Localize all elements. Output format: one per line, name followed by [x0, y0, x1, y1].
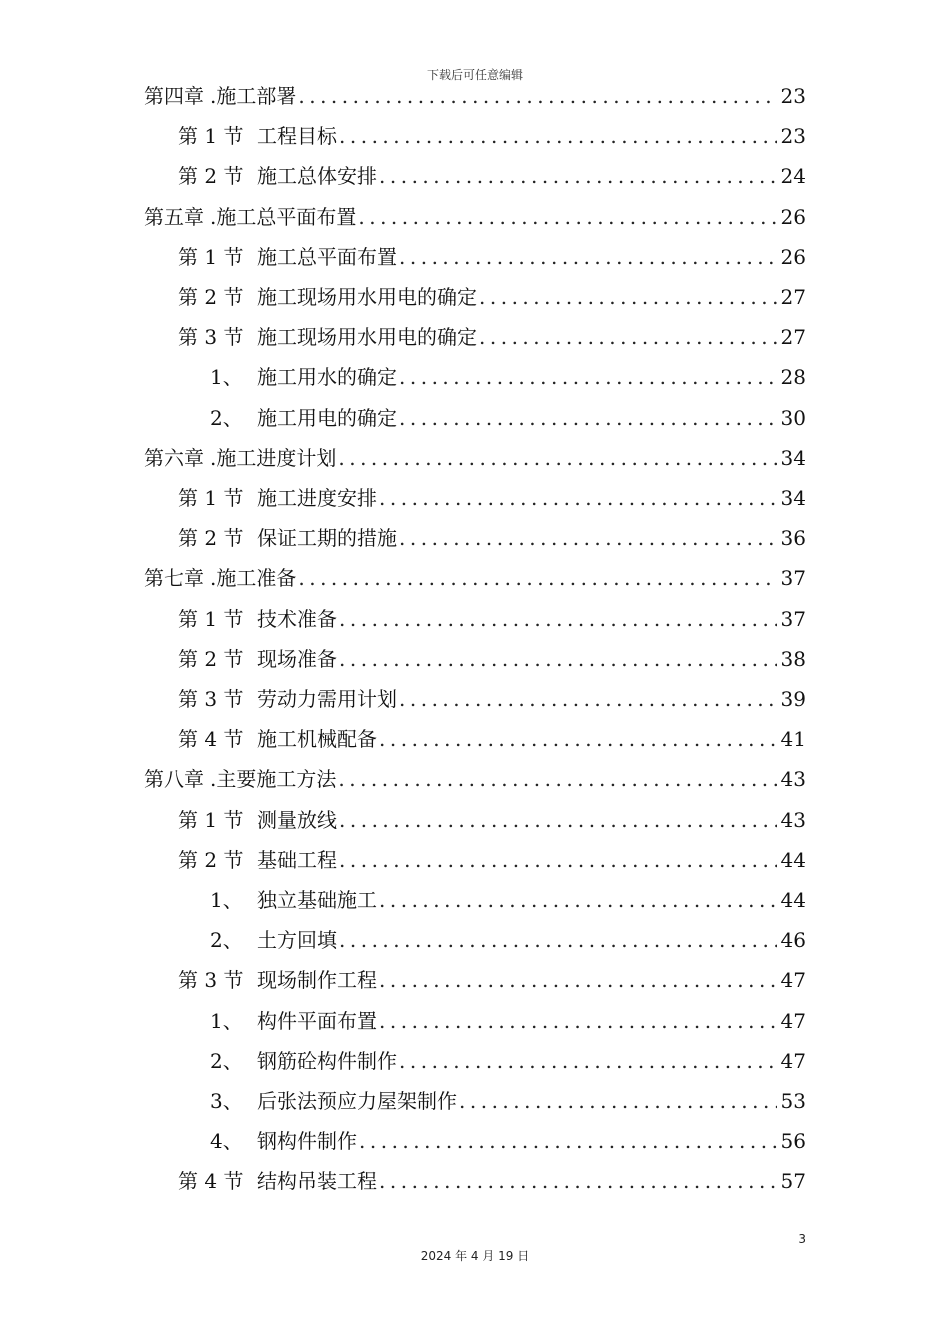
toc-dot-leader — [339, 599, 777, 639]
toc-entry[interactable] — [210, 1001, 806, 1041]
toc-entry[interactable] — [178, 639, 806, 679]
toc-entry-title: 施工用电的确定 — [257, 405, 397, 430]
toc-entry[interactable] — [210, 1121, 806, 1161]
toc-entry-number: 第四章 — [144, 84, 204, 108]
toc-entry-number: 第 1 节 — [178, 124, 244, 149]
toc-entry-number: 2、 — [210, 928, 243, 953]
toc-entry-page: 57 — [780, 1169, 806, 1194]
toc-dot-leader — [338, 438, 776, 478]
toc-entry-number: 第 1 节 — [178, 244, 244, 269]
toc-dot-leader — [399, 398, 777, 438]
toc-entry-number: 1、 — [210, 1008, 243, 1033]
toc-entry-page: 23 — [780, 124, 806, 149]
toc-entry-page: 41 — [780, 727, 806, 752]
toc-entry-number: 4、 — [210, 1129, 243, 1154]
toc-entry[interactable] — [210, 398, 806, 438]
toc-entry-number: 第 1 节 — [178, 606, 244, 631]
toc-entry-page: 26 — [780, 244, 806, 269]
header-note: 下载后可任意编辑 — [426, 68, 523, 82]
toc-entry[interactable] — [178, 237, 806, 277]
toc-entry-number: 第 3 节 — [178, 968, 244, 993]
toc-entry-title: 施工现场用水用电的确定 — [257, 325, 477, 350]
toc-entry-page: 28 — [780, 365, 806, 390]
toc-dot-leader — [399, 237, 777, 277]
toc-entry-number: 第五章 — [144, 204, 204, 229]
footer-date: 2024 年 4 月 19 日 — [420, 1249, 530, 1263]
toc-entry[interactable] — [178, 960, 806, 1000]
toc-entry-title: 土方回填 — [257, 928, 337, 953]
toc-entry-number: 第 4 节 — [178, 727, 244, 752]
toc-entry-title: 技术准备 — [257, 606, 337, 631]
toc-entry-number: 第 2 节 — [178, 847, 244, 872]
toc-entry-title: .施工准备 — [210, 566, 297, 591]
toc-entry-title: 结构吊装工程 — [257, 1169, 377, 1194]
toc-entry[interactable] — [144, 438, 806, 478]
toc-dot-leader — [339, 800, 777, 840]
toc-entry-title: 钢构件制作 — [257, 1129, 357, 1154]
toc-dot-leader — [298, 558, 776, 598]
toc-entry-title: 现场制作工程 — [257, 968, 377, 993]
toc-entry-title: 基础工程 — [257, 847, 337, 872]
toc-entry[interactable] — [178, 156, 806, 196]
toc-entry-number: 2、 — [210, 1048, 243, 1073]
toc-entry-number: 第 1 节 — [178, 807, 244, 832]
toc-entry-page: 36 — [780, 526, 806, 551]
toc-entry-page: 26 — [780, 204, 806, 229]
toc-entry-title: 劳动力需用计划 — [257, 687, 397, 711]
toc-entry-title: 施工机械配备 — [257, 727, 377, 752]
toc-entry-page: 39 — [780, 687, 806, 711]
toc-dot-leader — [379, 880, 777, 920]
toc-entry-number: 第八章 — [144, 767, 204, 792]
toc-entry-page: 38 — [780, 646, 806, 671]
toc-entry-number: 第 2 节 — [178, 285, 244, 309]
toc-entry[interactable] — [210, 1081, 806, 1121]
toc-entry[interactable] — [144, 76, 806, 116]
toc-entry-number: 第 3 节 — [178, 687, 244, 711]
toc-entry-page: 44 — [780, 888, 806, 912]
toc-entry[interactable] — [178, 719, 806, 759]
toc-entry-number: 第 3 节 — [178, 325, 244, 350]
toc-dot-leader — [339, 920, 777, 960]
toc-entry-title: 施工用水的确定 — [257, 365, 397, 390]
toc-dot-leader — [479, 277, 777, 317]
toc-entry-number: 2、 — [210, 405, 243, 430]
toc-entry-page: 46 — [780, 928, 806, 953]
toc-entry[interactable] — [178, 116, 806, 156]
toc-entry-title: 施工现场用水用电的确定 — [257, 285, 477, 309]
toc-dot-leader — [379, 156, 777, 196]
toc-dot-leader — [359, 1121, 777, 1161]
toc-entry[interactable] — [178, 599, 806, 639]
toc-entry-title: .施工总平面布置 — [210, 204, 357, 229]
toc-entry[interactable] — [178, 277, 806, 317]
toc-entry-page: 43 — [780, 767, 806, 792]
toc-entry[interactable] — [144, 197, 806, 237]
toc-entry-page: 43 — [780, 807, 806, 832]
toc-entry-title: 钢筋砼构件制作 — [257, 1048, 397, 1073]
toc-dot-leader — [399, 1041, 777, 1081]
toc-dot-leader — [358, 197, 776, 237]
toc-entry-title: .施工部署 — [210, 84, 297, 108]
toc-dot-leader — [339, 840, 777, 880]
toc-entry-number: 第六章 — [144, 445, 204, 470]
toc-entry-title: .主要施工方法 — [210, 767, 337, 792]
toc-dot-leader — [339, 116, 777, 156]
toc-entry-page: 34 — [780, 445, 806, 470]
toc-entry[interactable] — [144, 759, 806, 799]
toc-entry-title: 现场准备 — [257, 646, 337, 671]
toc-dot-leader — [379, 1161, 777, 1201]
toc-entry-number: 第 1 节 — [178, 486, 244, 510]
toc-entry[interactable] — [178, 317, 806, 357]
toc-entry-number: 第 2 节 — [178, 526, 244, 551]
toc-dot-leader — [399, 518, 777, 558]
toc-entry-title: 构件平面布置 — [257, 1008, 377, 1033]
toc-entry-title: 独立基础施工 — [257, 888, 377, 912]
toc-entry-page: 47 — [780, 1008, 806, 1033]
toc-dot-leader — [379, 1001, 777, 1041]
toc-dot-leader — [379, 960, 777, 1000]
toc-dot-leader — [379, 719, 777, 759]
toc-entry-title: .施工进度计划 — [210, 445, 337, 470]
toc-entry-page: 37 — [780, 566, 806, 591]
toc-entry-title: 测量放线 — [257, 807, 337, 832]
toc-entry-page: 47 — [780, 1048, 806, 1073]
toc-entry[interactable] — [178, 478, 806, 518]
toc-entry[interactable] — [178, 679, 806, 719]
toc-dot-leader — [399, 357, 777, 397]
toc-entry-title: 工程目标 — [257, 124, 337, 149]
toc-dot-leader — [379, 478, 777, 518]
toc-entry-page: 23 — [780, 84, 806, 108]
toc-dot-leader — [399, 679, 777, 719]
toc-entry-number: 1、 — [210, 365, 243, 390]
toc-entry[interactable] — [210, 920, 806, 960]
toc-entry[interactable] — [178, 518, 806, 558]
toc-entry[interactable] — [210, 1041, 806, 1081]
toc-entry-page: 56 — [780, 1129, 806, 1154]
toc-entry-number: 3、 — [210, 1089, 243, 1113]
toc-entry-title: 保证工期的措施 — [257, 526, 397, 551]
toc-dot-leader — [339, 639, 777, 679]
toc-entry[interactable] — [178, 1161, 806, 1201]
toc-entry-title: 施工总体安排 — [257, 164, 377, 189]
toc-entry-number: 第七章 — [144, 566, 204, 591]
toc-entry-number: 1、 — [210, 888, 243, 912]
toc-dot-leader — [459, 1081, 777, 1121]
toc-entry-page: 53 — [780, 1089, 806, 1113]
toc-dot-leader — [338, 759, 776, 799]
toc-entry-number: 第 2 节 — [178, 646, 244, 671]
page-number: 3 — [798, 1232, 806, 1246]
toc-entry[interactable] — [210, 880, 806, 920]
toc-entry-page: 47 — [780, 968, 806, 993]
toc-entry[interactable] — [178, 800, 806, 840]
toc-entry-page: 34 — [780, 486, 806, 510]
toc-entry-number: 第 4 节 — [178, 1169, 244, 1194]
toc-entry-page: 37 — [780, 606, 806, 631]
toc-entry-page: 27 — [780, 325, 806, 350]
toc-entry[interactable] — [210, 357, 806, 397]
toc-entry-page: 44 — [780, 847, 806, 872]
toc-entry-number: 第 2 节 — [178, 164, 244, 189]
toc-dot-leader — [479, 317, 777, 357]
toc-entry-title: 施工总平面布置 — [257, 244, 397, 269]
toc-entry-page: 30 — [780, 405, 806, 430]
toc-entry-page: 27 — [780, 285, 806, 309]
toc-entry[interactable] — [144, 558, 806, 598]
toc-entry-title: 后张法预应力屋架制作 — [257, 1089, 457, 1113]
toc-dot-leader — [298, 76, 776, 116]
toc-entry-page: 24 — [780, 164, 806, 189]
toc-entry[interactable] — [178, 840, 806, 880]
toc-entry-title: 施工进度安排 — [257, 486, 377, 510]
